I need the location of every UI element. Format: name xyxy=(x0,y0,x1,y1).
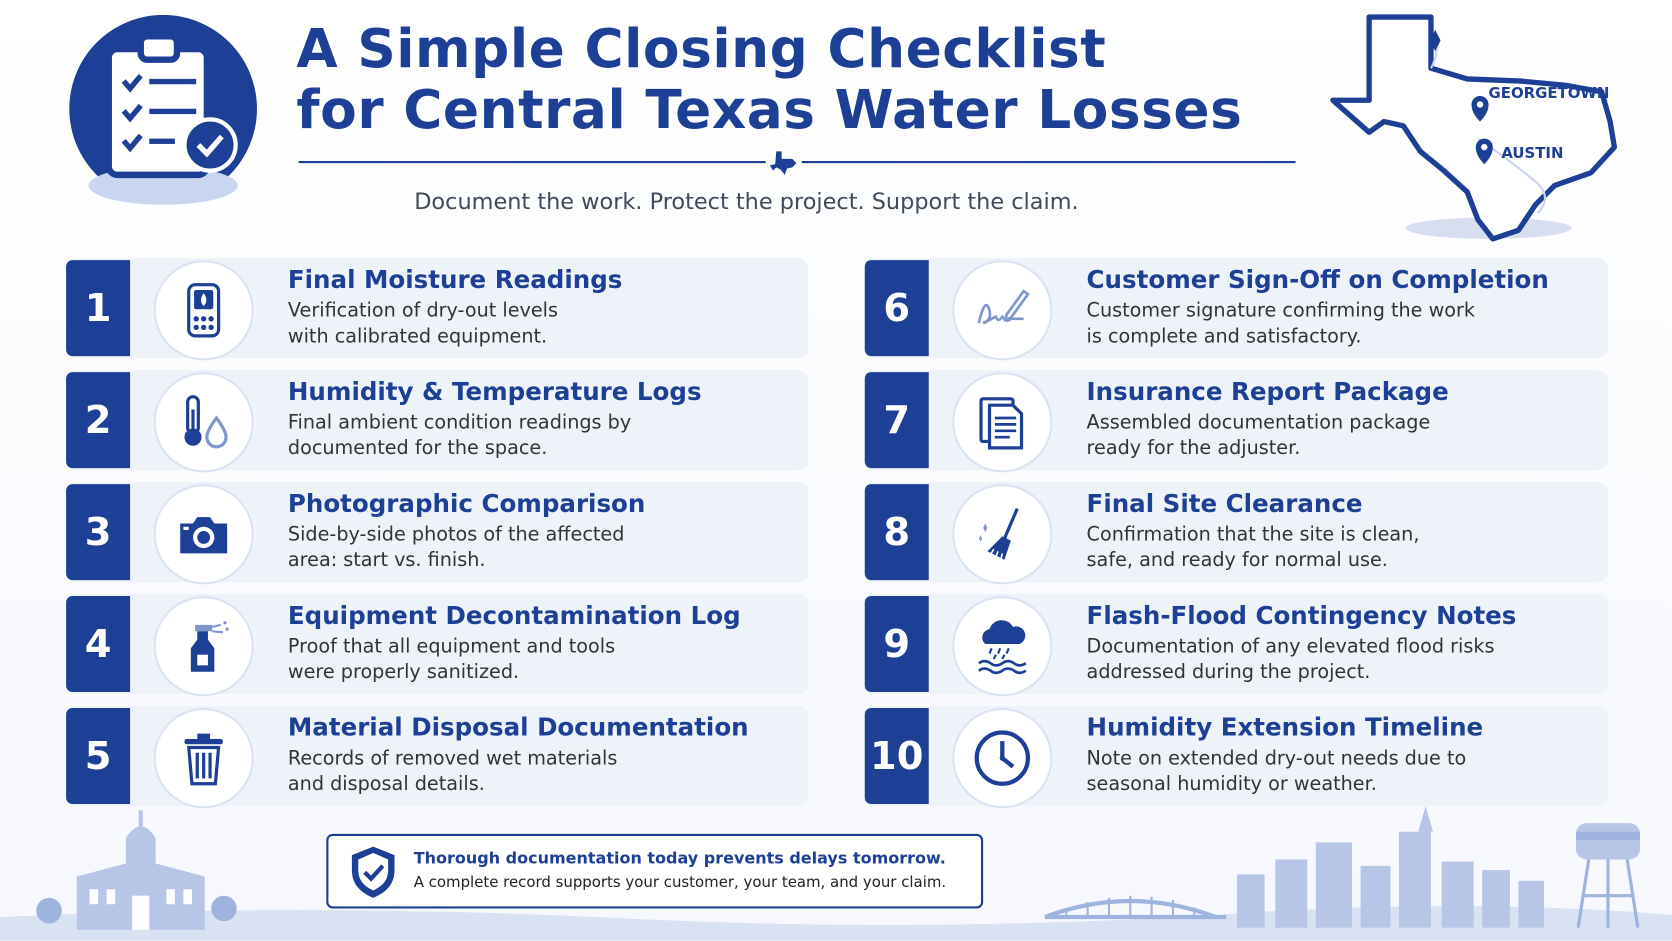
item-title: Flash-Flood Contingency Notes xyxy=(1086,602,1517,631)
item-title: Customer Sign-Off on Completion xyxy=(1086,266,1549,295)
item-number: 8 xyxy=(865,484,929,580)
item-description xyxy=(288,411,631,462)
item-description-line: area: start vs. finish. xyxy=(287,549,486,572)
title-line-1: A Simple Closing Checklist xyxy=(296,18,1107,80)
item-description xyxy=(1087,746,1467,797)
item-description-line: addressed during the project. xyxy=(1086,661,1371,684)
item-title: Material Disposal Documentation xyxy=(287,714,749,743)
signature-pen-icon xyxy=(952,260,1052,360)
item-description-line: Proof that all equipment and tools xyxy=(287,635,616,658)
item-title: Photographic Comparison xyxy=(287,490,646,519)
map-label-austin: AUSTIN xyxy=(1501,143,1564,162)
checklist-item xyxy=(66,706,808,806)
item-number: 3 xyxy=(66,484,130,580)
item-number: 6 xyxy=(865,260,929,356)
checklist-item xyxy=(865,482,1608,582)
item-description-line: Records of removed wet materials xyxy=(287,747,618,770)
checklist-item xyxy=(66,258,808,358)
item-description xyxy=(1087,411,1431,462)
item-description-line: ready for the adjuster. xyxy=(1086,437,1301,460)
item-description-line: documented for the space. xyxy=(287,437,548,460)
checklist-item xyxy=(865,706,1608,806)
item-description-line: Confirmation that the site is clean, xyxy=(1086,523,1420,546)
item-number: 4 xyxy=(66,596,130,692)
page-title xyxy=(296,19,1341,141)
rain-cloud-water-icon xyxy=(952,596,1052,696)
item-description-line: Documentation of any elevated flood risks xyxy=(1086,635,1495,658)
item-description xyxy=(288,299,558,350)
item-description xyxy=(1087,634,1495,685)
item-description-line: Final ambient condition readings by xyxy=(287,411,632,434)
item-description-line: Assembled documentation package xyxy=(1086,411,1431,434)
document-stack-icon xyxy=(952,372,1052,472)
item-description xyxy=(1087,522,1420,573)
item-description-line: Verification of dry-out levels xyxy=(287,299,559,323)
map-label-georgetown: GEORGETOWN xyxy=(1488,84,1610,103)
item-title: Insurance Report Package xyxy=(1086,378,1449,407)
footer-subtext: A complete record supports your customer, your team, and your claim. xyxy=(413,874,947,892)
tagline: Document the work. Protect the project. Support the claim. xyxy=(414,188,1079,215)
clock-icon xyxy=(952,708,1052,808)
clipboard-check-icon xyxy=(66,15,260,209)
spray-bottle-icon xyxy=(154,596,254,696)
checklist-item xyxy=(865,594,1608,694)
item-description-line: Customer signature confirming the work xyxy=(1086,299,1476,323)
trash-can-icon xyxy=(154,708,254,808)
footer-headline: Thorough documentation today prevents delays tomorrow. xyxy=(413,848,946,868)
checklist-item xyxy=(865,370,1608,470)
item-description-line: and disposal details. xyxy=(287,773,485,796)
checklist-item xyxy=(865,258,1608,358)
item-number: 5 xyxy=(66,708,130,804)
item-description-line: were properly sanitized. xyxy=(287,661,520,684)
shield-check-icon xyxy=(348,845,399,900)
footer-callout xyxy=(326,834,983,909)
item-description-line: seasonal humidity or weather. xyxy=(1086,773,1377,796)
item-number: 9 xyxy=(865,596,929,692)
item-number: 1 xyxy=(66,260,130,356)
item-description-line: with calibrated equipment. xyxy=(287,325,548,348)
camera-icon xyxy=(154,484,254,584)
texas-divider-icon xyxy=(766,147,802,177)
moisture-meter-icon xyxy=(154,260,254,360)
item-title: Humidity Extension Timeline xyxy=(1086,714,1484,743)
item-description-line: safe, and ready for normal use. xyxy=(1086,549,1388,572)
item-title: Equipment Decontamination Log xyxy=(287,602,741,631)
item-number: 10 xyxy=(865,708,929,804)
item-title: Final Site Clearance xyxy=(1086,490,1363,519)
item-description xyxy=(288,746,617,797)
item-description xyxy=(1087,299,1475,350)
texas-map-icon xyxy=(1329,11,1619,243)
checklist-item xyxy=(66,482,808,582)
checklist-item xyxy=(66,370,808,470)
item-number: 7 xyxy=(865,372,929,468)
thermometer-droplet-icon xyxy=(154,372,254,472)
item-title: Humidity & Temperature Logs xyxy=(287,378,702,407)
item-number: 2 xyxy=(66,372,130,468)
item-description-line: is complete and satisfactory. xyxy=(1086,325,1362,348)
item-description-line: Side-by-side photos of the affected xyxy=(287,523,625,546)
item-title: Final Moisture Readings xyxy=(287,266,623,295)
title-line-2: for Central Texas Water Losses xyxy=(296,78,1243,141)
broom-icon xyxy=(952,484,1052,584)
item-description xyxy=(288,522,625,573)
item-description xyxy=(288,634,615,685)
checklist-item xyxy=(66,594,808,694)
item-description-line: Note on extended dry-out needs due to xyxy=(1086,747,1467,770)
